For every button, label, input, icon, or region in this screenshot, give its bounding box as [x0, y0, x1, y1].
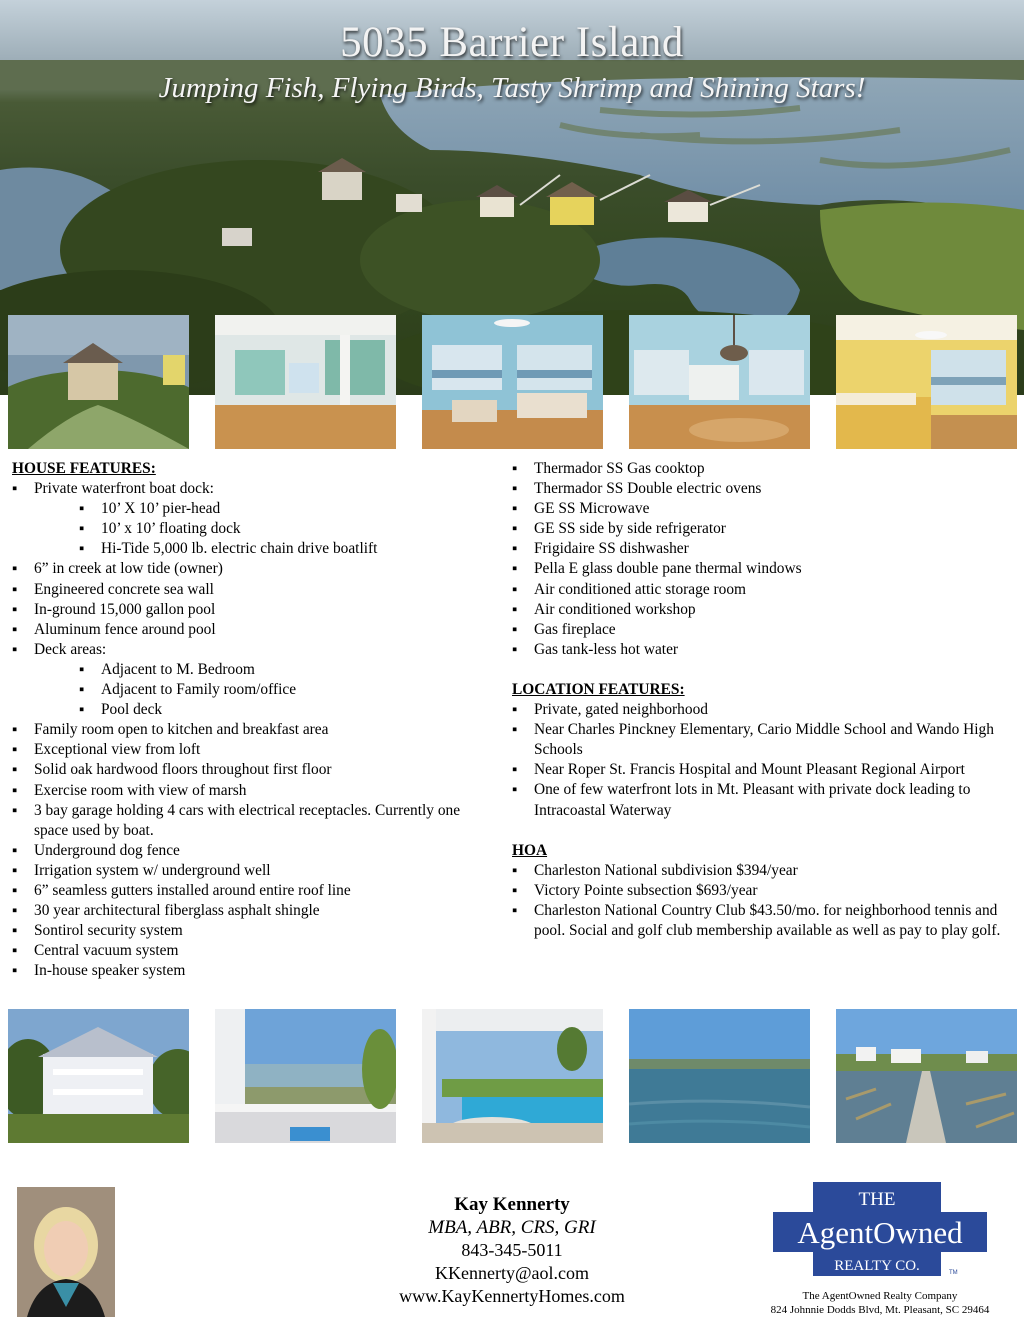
photo-marsh-water-image: [629, 1009, 810, 1143]
list-item: ▪ Air conditioned workshop: [512, 600, 1012, 620]
more-features-column: [512, 459, 1012, 941]
agent-email[interactable]: KKennerty@aol.com: [434, 1263, 590, 1283]
photo-kitchen-dining-image: [629, 315, 810, 449]
list-item: ▪ 10’ x 10’ floating dock: [12, 519, 492, 539]
list-item: ▪ Aluminum fence around pool: [12, 620, 492, 640]
list-item: ▪ Family room open to kitchen and breakfast area: [12, 720, 492, 740]
list-item: ▪ In-ground 15,000 gallon pool: [12, 600, 492, 620]
location-features-heading: LOCATION FEATURES:: [512, 680, 685, 698]
list-item: ▪ Solid oak hardwood floors throughout first floor: [12, 760, 492, 780]
list-item: ▪ 3 bay garage holding 4 cars with electrical receptacles. Currently one space used by boat.: [12, 801, 492, 841]
list-item: ▪ Exceptional view from loft: [12, 740, 492, 760]
spacer: [512, 660, 1012, 680]
list-item: ▪ GE SS Microwave: [512, 499, 1012, 519]
list-item: ▪ Hi-Tide 5,000 lb. electric chain drive boatlift: [12, 539, 492, 559]
spacer: [512, 821, 1012, 841]
dock-sublist: [12, 499, 492, 559]
photo-aerial-home: [8, 315, 189, 449]
list-item: ▪ Thermador SS Gas cooktop: [512, 459, 1012, 479]
photo-dock-walkway: [836, 1009, 1017, 1143]
agent-contact: [362, 1193, 662, 1308]
list-item: ▪ In-house speaker system: [12, 961, 492, 981]
company-name: The AgentOwned Realty Company: [802, 1290, 958, 1302]
list-item: ▪ Victory Pointe subsection $693/year: [512, 881, 1012, 901]
list-item: ▪ Deck areas:: [12, 640, 492, 660]
photo-marsh-water: [629, 1009, 810, 1143]
list-item: ▪ 30 year architectural fiberglass asphalt shingle: [12, 901, 492, 921]
photo-rear-elevation-image: [8, 1009, 189, 1143]
list-item: ▪ GE SS side by side refrigerator: [512, 519, 1012, 539]
photo-master-bedroom-image: [836, 315, 1017, 449]
list-item: ▪ Private, gated neighborhood: [512, 700, 1012, 720]
photo-aerial-home-image: [8, 315, 189, 449]
list-item: ▪ Near Roper St. Francis Hospital and Mount Pleasant Regional Airport: [512, 760, 1012, 780]
list-item: ▪ Adjacent to M. Bedroom: [12, 660, 492, 680]
list-item: ▪ Charleston National subdivision $394/year: [512, 861, 1012, 881]
list-item: ▪ Charleston National Country Club $43.50/mo. for neighborhood tennis and pool. Social and golf club membership available as well as pay to play golf.: [512, 901, 1012, 941]
photo-deck-view: [215, 1009, 396, 1143]
photo-living-room: [215, 315, 396, 449]
agent-credentials: MBA, ABR, CRS, GRI: [428, 1217, 596, 1238]
logo-line-1: THE: [858, 1189, 896, 1210]
list-item: ▪ Adjacent to Family room/office: [12, 680, 492, 700]
list-item: ▪ One of few waterfront lots in Mt. Pleasant with private dock leading to Intracoastal Waterway: [512, 780, 1012, 820]
list-item: ▪ Private waterfront boat dock:: [12, 479, 492, 499]
list-item: ▪ Near Charles Pinckney Elementary, Cario Middle School and Wando High Schools: [512, 720, 1012, 760]
house-features-list: [12, 720, 492, 981]
agent-website[interactable]: www.KayKennertyHomes.com: [399, 1286, 625, 1306]
house-features-column: [12, 459, 492, 981]
page-subtitle: Jumping Fish, Flying Birds, Tasty Shrimp and Shining Stars!: [158, 72, 866, 104]
photo-rear-elevation: [8, 1009, 189, 1143]
house-features-heading: HOUSE FEATURES:: [12, 460, 156, 477]
agentowned-logo-graphic: [773, 1180, 987, 1280]
appliance-features-list: [512, 459, 1012, 660]
photo-pool-patio-image: [422, 1009, 603, 1143]
photo-dock-walkway-image: [836, 1009, 1017, 1143]
agent-portrait: [17, 1187, 115, 1317]
company-address: 824 Johnnie Dodds Blvd, Mt. Pleasant, SC 29464: [770, 1304, 990, 1316]
list-item: ▪ Air conditioned attic storage room: [512, 580, 1012, 600]
list-item: ▪ 6” seamless gutters installed around entire roof line: [12, 881, 492, 901]
agentowned-logo: [773, 1180, 987, 1280]
list-item: ▪ Gas tank-less hot water: [512, 640, 1012, 660]
agent-portrait-image: [17, 1187, 115, 1317]
list-item: ▪ Gas fireplace: [512, 620, 1012, 640]
logo-trademark: TM: [949, 1270, 958, 1276]
list-item: ▪ 6” in creek at low tide (owner): [12, 559, 492, 579]
agent-phone[interactable]: 843-345-5011: [461, 1240, 563, 1260]
photo-family-room-image: [422, 315, 603, 449]
list-item: ▪ Pella E glass double pane thermal windows: [512, 559, 1012, 579]
hoa-heading: HOA: [512, 841, 548, 859]
list-item: ▪ Thermador SS Double electric ovens: [512, 479, 1012, 499]
photo-family-room: [422, 315, 603, 449]
list-item: ▪ Central vacuum system: [12, 941, 492, 961]
list-item: ▪ Pool deck: [12, 700, 492, 720]
list-item: ▪ Exercise room with view of marsh: [12, 781, 492, 801]
location-features-list: [512, 700, 1012, 821]
photo-pool-patio: [422, 1009, 603, 1143]
list-item: ▪ Engineered concrete sea wall: [12, 580, 492, 600]
photo-kitchen-dining: [629, 315, 810, 449]
photo-master-bedroom: [836, 315, 1017, 449]
logo-line-3: REALTY CO.: [834, 1258, 920, 1274]
house-features-list: [12, 479, 492, 499]
list-item: ▪ 10’ X 10’ pier-head: [12, 499, 492, 519]
list-item: ▪ Underground dog fence: [12, 841, 492, 861]
deck-sublist: [12, 660, 492, 720]
photo-living-room-image: [215, 315, 396, 449]
company-info: [748, 1289, 1012, 1317]
page-title: 5035 Barrier Island: [340, 19, 684, 66]
list-item: ▪ Frigidaire SS dishwasher: [512, 539, 1012, 559]
list-item: ▪ Sontirol security system: [12, 921, 492, 941]
list-item: ▪ Irrigation system w/ underground well: [12, 861, 492, 881]
photo-deck-view-image: [215, 1009, 396, 1143]
house-features-list: [12, 559, 492, 659]
hoa-list: [512, 861, 1012, 941]
logo-line-2: AgentOwned: [797, 1215, 963, 1250]
agent-name: Kay Kennerty: [454, 1194, 570, 1215]
